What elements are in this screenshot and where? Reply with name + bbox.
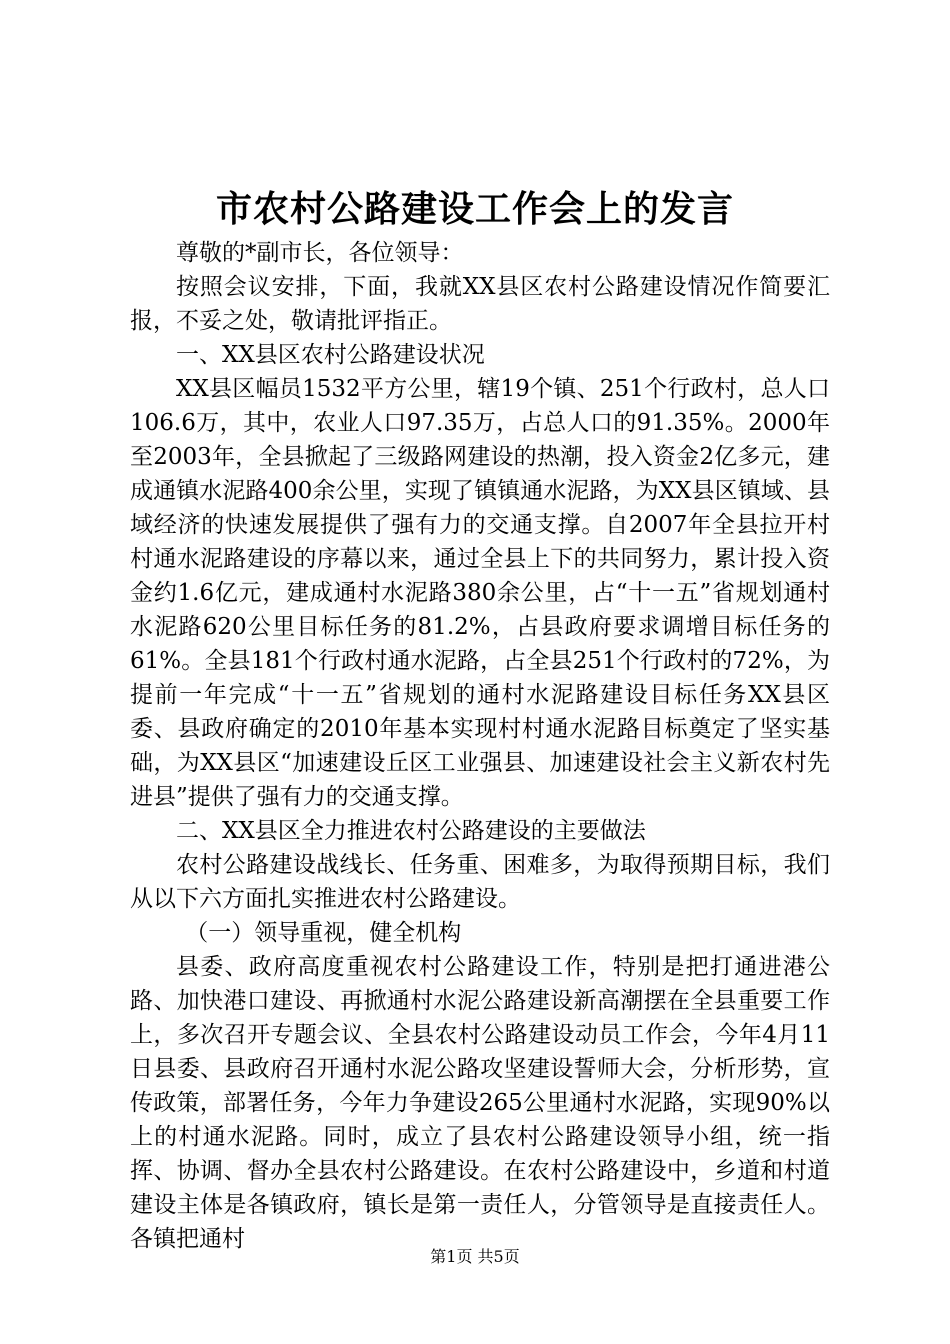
section-heading-1: 一、XX县区农村公路建设状况 [176, 342, 485, 368]
page-footer: 第1页 共5页 [430, 1247, 520, 1266]
document-title: 市农村公路建设工作会上的发言 [215, 188, 734, 230]
subsection-heading-1: （一）领导重视，健全机构 [185, 920, 462, 946]
section-1-paragraph: XX县区幅员1532平方公里，辖19个镇、251个行政村，总人口106.6万，其中，农业人口97.35万，占总人口的91.35%。2000年至2003年，全县掀起了三级路网建设的热潮，投入资金2亿多元，建成通镇水泥路400余公里，实现了镇镇通水泥路，为XX县区镇域、县域经济的快速发展提供了强有力的交通支撑。自2007年全县拉开村村通水泥路建设的序幕以来，通过全县上下的共同努力，累计投入资金约1.6亿元，建成通村水泥路380余公里，占“十一五”省规划通村水泥路620公里目标任务的81.2%，占县政府要求调增目标任务的61%。全县181个行政村通水泥路，占全县251个行政村的72%，为提前一年完成“十一五”省规划的通村水泥路建设目标任务XX县区委、县政府确定的2010年基本实现村村通水泥路目标奠定了坚实基础，为XX县区“加速建设丘区工业强县、加速建设社会主义新农村先进县”提供了强有力的交通支撑。 [130, 376, 830, 810]
document-body [130, 236, 830, 1256]
section-heading-2: 二、XX县区全力推进农村公路建设的主要做法 [176, 818, 646, 844]
salutation: 尊敬的*副市长，各位领导： [176, 240, 464, 266]
intro-paragraph: 按照会议安排，下面，我就XX县区农村公路建设情况作简要汇报，不妥之处，敬请批评指正。 [130, 274, 830, 334]
section-2-intro-paragraph: 农村公路建设战线长、任务重、困难多，为取得预期目标，我们从以下六方面扎实推进农村公路建设。 [130, 852, 830, 912]
subsection-1-paragraph: 县委、政府高度重视农村公路建设工作，特别是把打通进港公路、加快港口建设、再掀通村水泥公路建设新高潮摆在全县重要工作上，多次召开专题会议、全县农村公路建设动员工作会，今年4月11日县委、县政府召开通村水泥公路攻坚建设誓师大会，分析形势，宣传政策，部署任务，今年力争建设265公里通村水泥路，实现90%以上的村通水泥路。同时，成立了县农村公路建设领导小组，统一指挥、协调、督办全县农村公路建设。在农村公路建设中，乡道和村道建设主体是各镇政府，镇长是第一责任人，分管领导是直接责任人。各镇把通村 [130, 954, 830, 1252]
